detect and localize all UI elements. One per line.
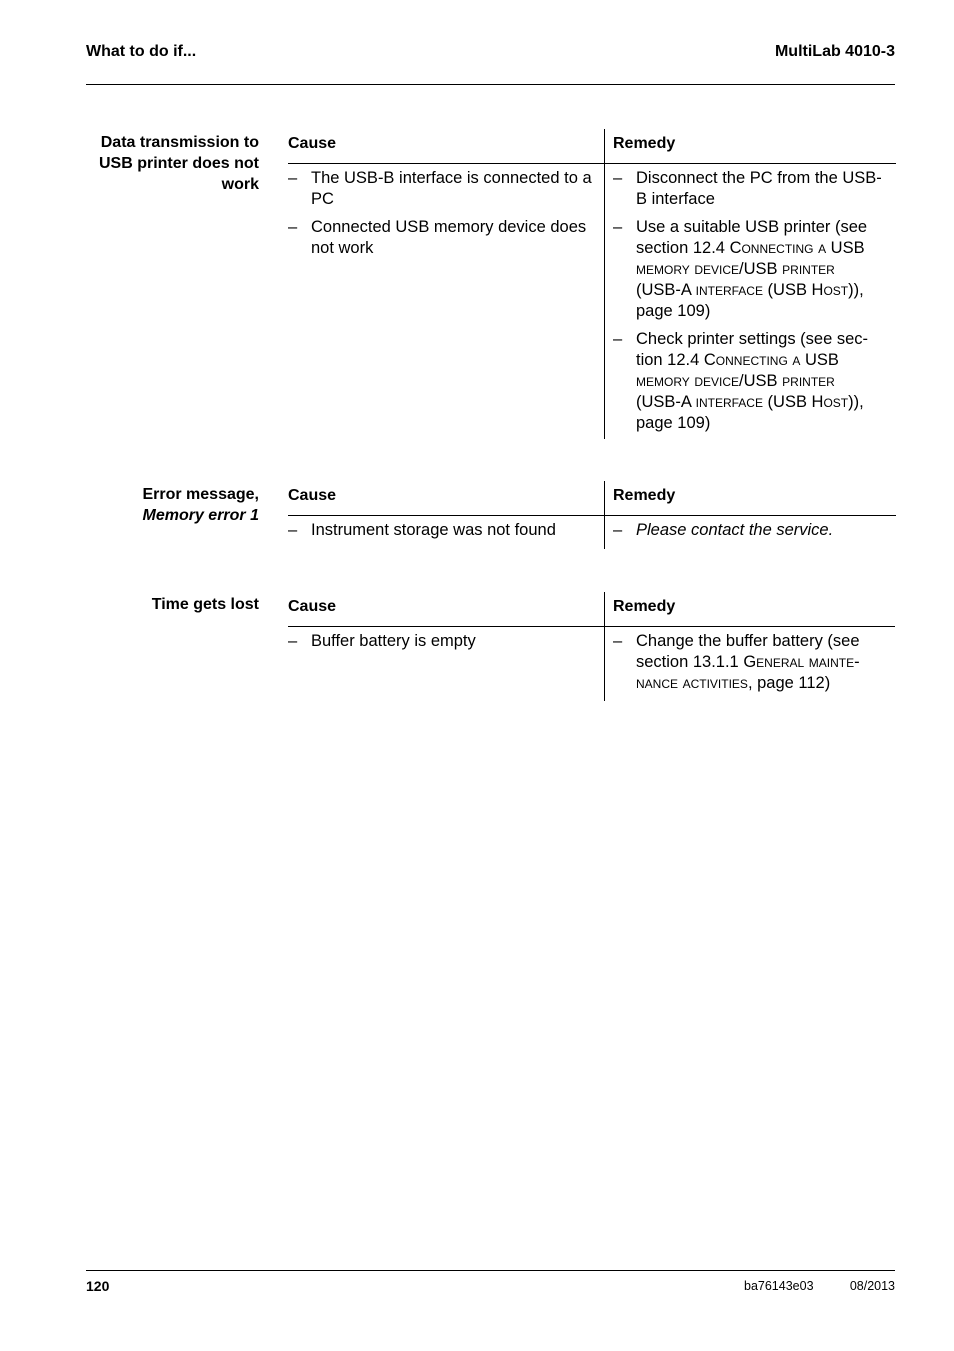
dash: – bbox=[613, 169, 623, 187]
header-underline bbox=[288, 626, 895, 627]
cause-column bbox=[288, 631, 596, 659]
cause-header: Cause bbox=[288, 487, 337, 504]
column-divider bbox=[604, 129, 605, 439]
header-underline bbox=[288, 163, 896, 164]
cause-header: Cause bbox=[288, 598, 337, 615]
remedy-item: – Check printer settings (see sec- tion 12.4 Connecting a USB memory device/USB printer (USB-A interface (USB Host)), page 109) bbox=[613, 330, 869, 432]
remedy-item: – Change the buffer battery (see section 13.1.1 General mainte- nance activities, page 112) bbox=[613, 632, 860, 692]
remedy-header: Remedy bbox=[613, 487, 676, 504]
remedy-item: – Please contact the service. bbox=[613, 521, 834, 539]
cause-item: – Instrument storage was not found bbox=[288, 521, 556, 539]
page-number: 120 bbox=[86, 1278, 110, 1294]
dash: – bbox=[613, 218, 623, 236]
dash: – bbox=[288, 218, 298, 236]
cause-item: – The USB-B interface is connected to a PC bbox=[288, 169, 592, 208]
header-underline bbox=[288, 515, 896, 516]
remedy-header: Remedy bbox=[613, 135, 676, 152]
column-divider bbox=[604, 592, 605, 701]
remedy-item: – Disconnect the PC from the USB-B interface bbox=[613, 169, 882, 208]
troubleshoot-table-memory-error bbox=[288, 481, 896, 549]
section-label-line: USB printer does not bbox=[98, 155, 259, 172]
cause-column bbox=[288, 168, 596, 266]
remedy-column bbox=[613, 631, 883, 701]
remedy-column bbox=[613, 520, 883, 548]
section-label-line: Error message, bbox=[142, 486, 259, 503]
running-header-section: What to do if... bbox=[86, 43, 197, 60]
header-rule bbox=[86, 84, 895, 85]
dash: – bbox=[613, 521, 623, 539]
section-label-line: work bbox=[221, 176, 259, 193]
remedy-item: – Use a suitable USB printer (see section 12.4 Connecting a USB memory device/USB printer (USB-A interface (USB Host)), page 109) bbox=[613, 218, 868, 320]
troubleshoot-table-usb-printer bbox=[288, 129, 896, 439]
dash: – bbox=[613, 330, 623, 348]
running-header-product: MultiLab 4010-3 bbox=[774, 43, 895, 60]
cause-item: – Buffer battery is empty bbox=[288, 632, 476, 650]
cause-header: Cause bbox=[288, 135, 337, 152]
cause-column bbox=[288, 520, 596, 548]
section-label-memory-error bbox=[86, 484, 259, 526]
dash: – bbox=[288, 521, 298, 539]
footer-rule bbox=[86, 1270, 895, 1271]
cause-item: – Connected USB memory device does not work bbox=[288, 218, 587, 257]
dash: – bbox=[288, 632, 298, 650]
troubleshoot-table-time-lost bbox=[288, 592, 895, 701]
section-label-time-lost bbox=[86, 594, 259, 615]
dash: – bbox=[613, 632, 623, 650]
section-label-usb-printer bbox=[86, 132, 259, 195]
document-id: ba76143e03 bbox=[744, 1279, 814, 1293]
remedy-column bbox=[613, 168, 883, 441]
section-label-line: Memory error 1 bbox=[142, 507, 259, 524]
section-label-line: Time gets lost bbox=[151, 596, 259, 613]
dash: – bbox=[288, 169, 298, 187]
document-date: 08/2013 bbox=[849, 1279, 895, 1293]
remedy-header: Remedy bbox=[613, 598, 676, 615]
section-label-line: Data transmission to bbox=[100, 134, 259, 151]
